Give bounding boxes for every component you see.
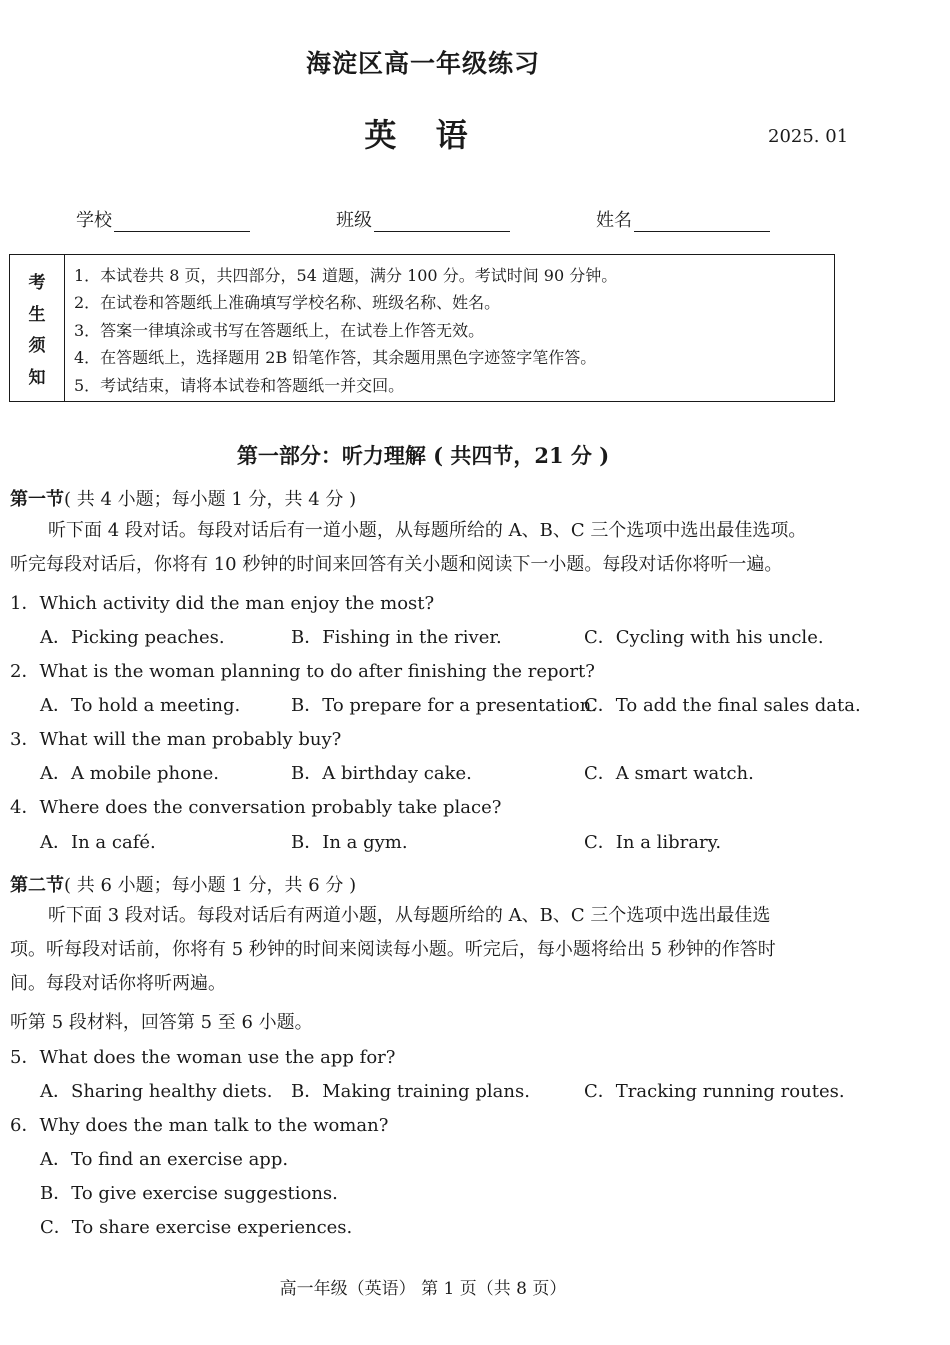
name-label: 姓名 — [596, 210, 632, 231]
notice-label-char: 须 — [28, 336, 46, 357]
notice-item: 5．考试结束，请将本试卷和答题纸一并交回。 — [74, 375, 405, 395]
notice-item: 4．在答题纸上，选择题用 2B 铅笔作答，其余题用黑色字迹签字笔作答。 — [74, 348, 597, 368]
notice-label — [10, 255, 65, 401]
notice-list — [74, 262, 617, 399]
option-a: A．To find an exercise app. — [40, 1149, 289, 1170]
class-field — [336, 206, 510, 232]
subject-title: 英 语 — [364, 116, 482, 154]
option-a: A．Picking peaches. — [40, 627, 225, 648]
notice-item: 1．本试卷共 8 页，共四部分，54 道题，满分 100 分。考试时间 90 分钟。 — [74, 266, 618, 285]
option-a: A．In a café. — [40, 832, 156, 853]
question-stem: 5．What does the woman use the app for? — [10, 1047, 396, 1068]
option-b: B．A birthday cake. — [291, 763, 472, 784]
section-2-instructions-line: 听下面 3 段对话。每段对话后有两道小题，从每题所给的 A、B、C 三个选项中选出最佳选 — [48, 905, 771, 926]
question-stem: 1．Which activity did the man enjoy the most? — [10, 593, 435, 614]
page-title: 海淀区高一年级练习 — [305, 49, 540, 78]
question-stem: 4．Where does the conversation probably take place? — [10, 797, 502, 818]
class-label: 班级 — [336, 210, 372, 231]
option-a: A．To hold a meeting. — [40, 695, 241, 716]
name-field — [596, 206, 770, 232]
section-1-heading — [10, 485, 356, 511]
option-c: C．To share exercise experiences. — [40, 1217, 353, 1238]
notice-label-char: 知 — [28, 368, 46, 389]
section-2-instructions-line: 项。听每段对话前，你将有 5 秒钟的时间来阅读每小题。听完后，每小题将给出 5 秒钟的作答时 — [10, 939, 776, 960]
exam-date: 2025. 01 — [768, 126, 849, 147]
section-2-heading — [10, 871, 356, 897]
school-field — [76, 206, 250, 232]
section-2-instructions-line: 间。每段对话你将听两遍。 — [10, 973, 226, 994]
option-b: B．To give exercise suggestions. — [40, 1183, 338, 1204]
option-c: C．To add the final sales data. — [584, 695, 861, 716]
section-1-instructions-line: 听下面 4 段对话。每段对话后有一道小题，从每题所给的 A、B、C 三个选项中选出最佳选项。 — [48, 520, 807, 541]
section-1-instructions-line: 听完每段对话后，你将有 10 秒钟的时间来回答有关小题和阅读下一小题。每段对话你将听一遍。 — [10, 554, 783, 575]
option-b: B．To prepare for a presentation. — [291, 695, 598, 716]
notice-item: 3．答案一律填涂或书写在答题纸上，在试卷上作答无效。 — [74, 320, 485, 340]
page-footer: 高一年级（英语） 第 1 页（共 8 页） — [279, 1279, 567, 1299]
option-c: C．In a library. — [584, 832, 722, 853]
question-stem: 3．What will the man probably buy? — [10, 729, 342, 750]
school-label: 学校 — [76, 210, 112, 231]
section-1-title: 第一节 — [10, 489, 64, 510]
question-stem: 2．What is the woman planning to do after finishing the report? — [10, 661, 595, 682]
section-2-note: ( 共 6 小题；每小题 1 分，共 6 分 ) — [64, 875, 357, 896]
section-2-title: 第二节 — [10, 875, 64, 896]
option-a: A．A mobile phone. — [40, 763, 219, 784]
notice-item: 2．在试卷和答题纸上准确填写学校名称、班级名称、姓名。 — [74, 293, 501, 313]
option-c: C．Tracking running routes. — [584, 1081, 845, 1102]
option-b: B．Fishing in the river. — [291, 627, 502, 648]
part-title: 第一部分：听力理解 ( 共四节，21 分 ) — [236, 443, 610, 468]
option-b: B．In a gym. — [291, 832, 408, 853]
option-a: A．Sharing healthy diets. — [40, 1081, 273, 1102]
material-note: 听第 5 段材料，回答第 5 至 6 小题。 — [10, 1012, 313, 1033]
option-c: C．A smart watch. — [584, 763, 754, 784]
name-blank[interactable] — [634, 211, 770, 232]
section-1-note: ( 共 4 小题；每小题 1 分，共 4 分 ) — [64, 489, 357, 510]
question-stem: 6．Why does the man talk to the woman? — [10, 1115, 389, 1136]
notice-label-char: 生 — [28, 304, 46, 325]
class-blank[interactable] — [374, 211, 510, 232]
notice-label-char: 考 — [28, 272, 46, 293]
exam-notice-box — [9, 254, 835, 402]
option-b: B．Making training plans. — [291, 1081, 530, 1102]
school-blank[interactable] — [114, 211, 250, 232]
option-c: C．Cycling with his uncle. — [584, 627, 824, 648]
